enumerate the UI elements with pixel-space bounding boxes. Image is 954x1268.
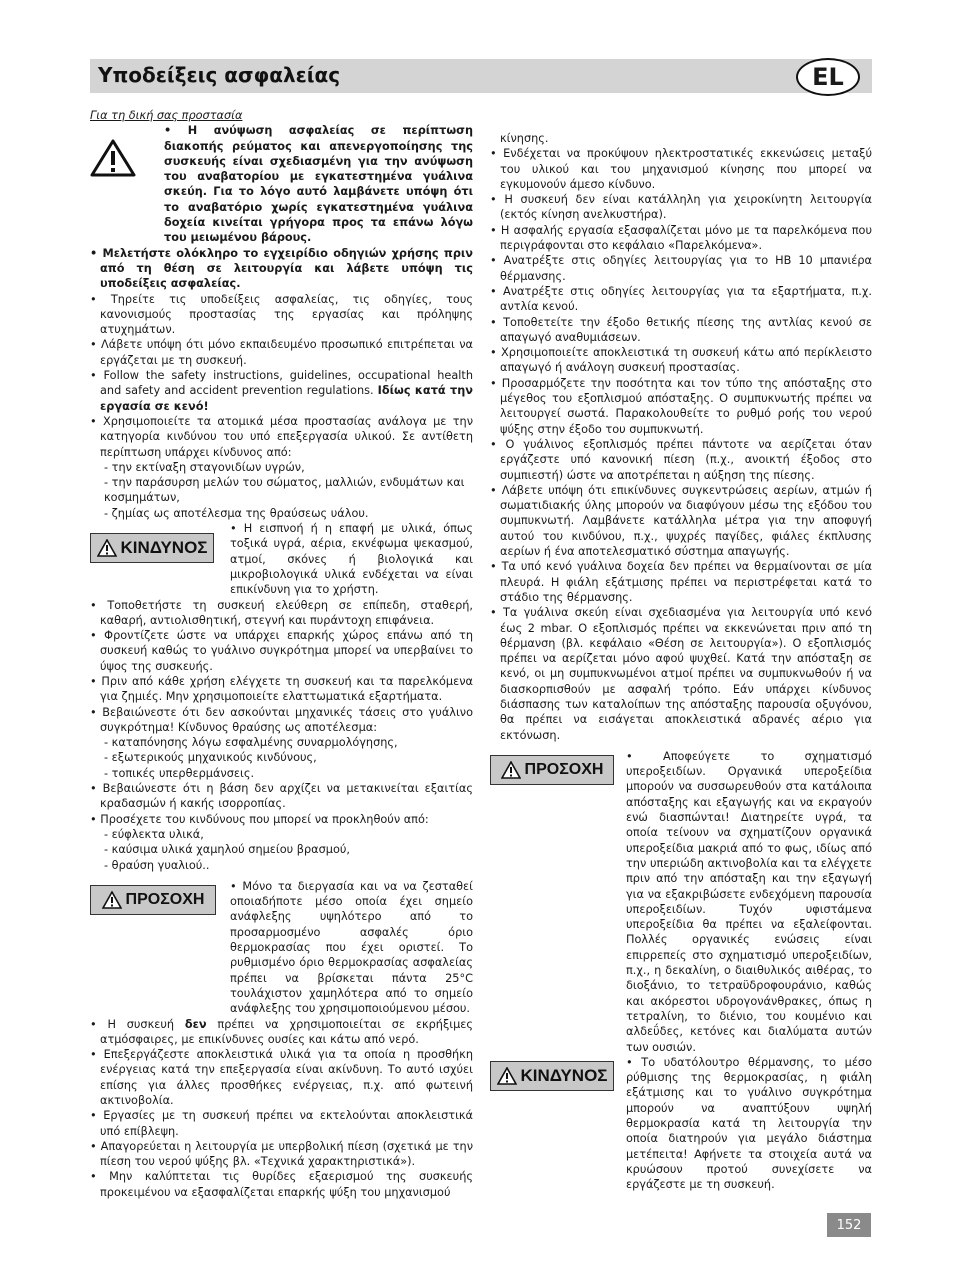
caution-label-text: ΠΡΟΣΟΧΗ	[125, 891, 205, 909]
danger-text: • Το υδατόλουτρο θέρμανσης, το μέσο ρύθμισης της θερμοκρασίας, η φιάλη εξάτμισης και το γυάλινο συγκρότημα μπορούν να αναπτύξουν υψηλή θερμοκρασία κατά τη λειτουργία την οποία διατηρούν για μεγάλο διάστημα μετέπειτα! Αφήνετε τα στοιχεία αυτά να κρυώσουν προτού συνεχίσετε να εργάζεστε με τη συσκευή.	[626, 1055, 872, 1192]
list-item: • Λάβετε υπόψη ότι μόνο εκπαιδευμένο προσωπικό επιτρέπεται να εργάζεται με τη συσκευή.	[90, 338, 473, 367]
read-manual-text: • Μελετήστε ολόκληρο το εγχειρίδιο οδηγιών χρήσης πριν από τη θέση σε λειτουργία και λάβετε υπόψη τις υποδείξεις ασφαλείας.	[90, 246, 473, 291]
sub-item: - καταπόνησης λόγω εσφαλμένης συναρμολόγησης,	[104, 736, 398, 750]
list-item: • Χρησιμοποιείτε αποκλειστικά τη συσκευή κάτω από περίκλειστο απαγωγό ή ανάλογη συσκευή προστασίας.	[490, 346, 872, 375]
list-item: • Η ασφαλής εργασία εξασφαλίζεται μόνο με τα παρελκόμενα που περιγράφονται στο κεφάλαιο «Παρελκόμενα».	[490, 223, 872, 253]
danger-label	[490, 1061, 614, 1091]
sub-item: - θραύση γυαλιού..	[104, 858, 210, 872]
warning-icon	[97, 539, 117, 557]
list-item	[90, 368, 473, 414]
caution-block	[490, 749, 872, 1055]
sub-item: - την εκτίναξη σταγονιδίων υγρών,	[104, 460, 305, 474]
list-item: • Τοποθετήστε τη συσκευή ελεύθερη σε επίπεδη, σταθερή, καθαρή, αντιολισθητική, στεγνή και πυράντοχη επιφάνεια.	[90, 598, 473, 627]
caution-label-text: ΠΡΟΣΟΧΗ	[524, 761, 604, 779]
list-item-emphasis: Ιδίως κατά την εργασία σε κενό!	[100, 384, 474, 413]
list-item: • Προσέχετε του κινδύνους που μπορεί να προκληθούν από:	[90, 812, 429, 826]
page-title: Υποδείξεις ασφαλείας	[98, 63, 341, 87]
list-item: • Ενδέχεται να προκύψουν ηλεκτροστατικές εκκενώσεις μεταξύ του υλικού και του μηχανισμού κίνησης που μπορεί να εγκυμονούν άμεσο κίνδυνο.	[490, 147, 872, 191]
list-item: • Λάβετε υπόψη ότι επικίνδυνες συγκεντρώσεις αερίων, ατμών ή σωματιδιακής ύλης μπορούν να διαφύγουν μέσω της εξόδου του συμπυκνωτή. Λαμβάνετε κατάλληλα μέτρα για την αποφυγή αυτού του κινδύνου, π.χ., ψυχρές παγίδες, φιάλες έκπλυσης αερίων ή ένα αποτελεσματικό σύστημα απαγωγής.	[490, 483, 872, 559]
danger-block	[490, 1055, 872, 1193]
list-item: • Πριν από κάθε χρήση ελέγχετε τη συσκευή και τα παρελκόμενα για ζημιές. Μην χρησιμοποιείτε ελαττωματικά εξαρτήματα.	[90, 674, 473, 704]
caution-label	[90, 885, 216, 915]
list-item: • Εργασίες με τη συσκευή πρέπει να εκτελούνται αποκλειστικά υπό επίβλεψη.	[90, 1109, 473, 1138]
sub-item: - εύφλεκτα υλικά,	[104, 827, 204, 841]
list-item: • Τοποθετείτε την έξοδο θετικής πίεσης της αντλίας κενού σε απαγωγό αναθυμιάσεων.	[490, 315, 872, 344]
lift-safety-text: • Η ανύψωση ασφαλείας σε περίπτωση διακοπής ρεύματος και απενεργοποίησης της συσκευής είναι σχεδιασμένη για την ανύψωση του αναβατορίου με εγκατεστημένα γυάλινα σκεύη. Για το λόγο αυτό λαμβάνετε υπόψη ότι το αναβατόριο χωρίς εγκατεστημένα γυάλινα δοχεία κινείται γρήγορα προς τα επάνω λόγω του μειωμένου βάρους.	[164, 124, 473, 245]
list-item: • Ανατρέξτε στις οδηγίες λειτουργίας για το HB 10 μπανιέρα θέρμανσης.	[490, 254, 872, 283]
list-item: • Μην καλύπτεται τις θυρίδες εξαερισμού της συσκευής προκειμένου να εξασφαλίζεται επαρκής ψύξη του μηχανισμού	[90, 1170, 473, 1199]
sub-item: - την παράσυρση μελών του σώματος, μαλλιών, ενδυμάτων και κοσμημάτων,	[104, 476, 465, 505]
list-item-emphasis: δεν	[184, 1017, 207, 1031]
list-item: • Τα υπό κενό γυάλινα δοχεία δεν πρέπει να θερμαίνονται σε μία πλευρά. Η φιάλη εξάτμισης πρέπει να περιστρέφεται κατά το στάδιο της θέρμανσης.	[490, 560, 872, 604]
continued-text: κίνησης.	[500, 132, 549, 145]
danger-label	[90, 533, 214, 563]
page-number: 152	[827, 1213, 871, 1237]
left-column	[90, 108, 473, 1200]
list-item: • Η συσκευή δεν είναι κατάλληλη για χειροκίνητη λειτουργία (εκτός κίνηση ανελκυστήρα).	[490, 193, 872, 222]
warning-triangle-icon	[90, 123, 156, 181]
danger-label-text: ΚΙΝΔΥΝΟΣ	[520, 1066, 608, 1086]
list-item	[90, 1017, 473, 1048]
list-item: • Βεβαιώνεστε ότι η βάση δεν αρχίζει να μετακινείται εξαιτίας κραδασμών ή κακής ισορροπίας.	[90, 782, 473, 811]
list-item: • Βεβαιώνεστε ότι δεν ασκούνται μηχανικές τάσεις στο γυάλινο συγκρότημα! Κίνδυνος θραύσης ως αποτέλεσμα:	[90, 705, 473, 734]
caution-text: • Αποφεύγετε το σχηματισμό υπεροξειδίων. Οργανικά υπεροξείδια μπορούν να συσσωρευθούν στα κατάλοιπα απόσταξης και εξαγωγής και να εκραγούν ενώ διασπώνται! Διατηρείτε υγρά, τα οποία τείνουν να σχηματίζουν οργανικά υπεροξείδια μακριά από το φως, ιδίως από την υπεριώδη ακτινοβολία και τα ελέγχετε πριν από την απόσταξη και την εξαγωγή για να εξακριβώσετε ενδεχόμενη παρουσία υπεροξειδίων. Τυχόν υφιστάμενα υπεροξείδια θα πρέπει να εξαλείφονται. Πολλές οργανικές ενώσεις είναι επιρρεπείς στο σχηματισμό υπεροξειδίων, π.χ., η δεκαλίνη, ο διαιθυλικός αιθέρας, το διοξάνιο, το τετραϋδροφουράνιο, καθώς και ακόρεστοι υδρογονάνθρακες, όπως η τετραλίνη, το διένιο, του κουμένιο και αλδεΰδες, κετόνες και διαλύματα αυτών των ουσιών.	[626, 749, 872, 1054]
list-item: • Ο γυάλινος εξοπλισμός πρέπει πάντοτε να αερίζεται όταν εργάζεστε υπό κανονική πίεση (π.χ., ανοικτή έξοδος στο συμπιεστή) ώστε να αποτρέπεται η αύξηση της πίεσης.	[490, 437, 872, 482]
sub-item: - τοπικές υπερθερμάνσεις.	[104, 766, 255, 780]
header-bar	[90, 59, 872, 93]
warning-block	[90, 123, 473, 245]
caution-text: • Μόνο τα διεργασία και να να ζεσταθεί οποιαδήποτε μέσο οποία έχει σημείο ανάφλεξης υψηλότερο από το προσαρμοσμένο ασφαλές όριο θερμοκρασίας που έχει οριστεί. Το ρυθμισμένο όριο θερμοκρασίας ασφαλείας πρέπει να βρίσκεται πάντα 25°C τουλάχιστον χαμηλότερα από το σημείο ανάφλεξης του χρησιμοποιούμενου μέσου.	[230, 879, 473, 1016]
caution-label	[490, 755, 614, 785]
danger-text: • Η εισπνοή ή η επαφή με υλικά, όπως τοξικά υγρά, αέρια, εκνέφωμα ψεκασμού, ατμοί, σκόνες ή βιολογικά και μικροβιολογικά υλικά ενδέχεται να είναι επικίνδυνη για το χρήστη.	[230, 522, 473, 597]
right-column	[490, 131, 872, 1192]
list-item: • Ανατρέξτε στις οδηγίες λειτουργίας για τα εξαρτήματα, π.χ. αντλία κενού.	[490, 284, 872, 314]
danger-label-text: ΚΙΝΔΥΝΟΣ	[120, 538, 208, 558]
list-item: • Τα γυάλινα σκεύη είναι σχεδιασμένα για λειτουργία υπό κενό έως 2 mbar. Ο εξοπλισμός πρέπει να εκκενώνεται πριν από τη θέρμανση (βλ. κεφάλαιο «Θέση σε λειτουργία»). Ο εξοπλισμός πρέπει να αερίζεται μόνο αφού ψυχθεί. Κατά την απόσταξη σε κενό, οι μη συμπυκνωμένοι ατμοί πρέπει να συμπυκνωθούν ή να διασκορπισθούν με ασφαλή τρόπο. Εάν υπάρχει κίνδυνος διάσπασης των καταλοίπων της απόσταξης παρουσία οξυγόνου, θα πρέπει να εισάγεται αποκλειστικά αδρανές αέριο για εκτόνωση.	[490, 606, 872, 742]
sub-item: - ζημίας ως αποτέλεσμα της θραύσεως υάλου.	[104, 506, 369, 520]
list-item: • Επεξεργάζεστε αποκλειστικά υλικά για τα οποία η προσθήκη ενέργειας κατά την επεξεργασία είναι ακίνδυνη. Το αυτό ισχύει επίσης για άλλες προσθήκες ενέργειας, π.χ. από φωτεινή ακτινοβολία.	[90, 1048, 473, 1107]
list-item-text: • Follow the safety instructions, guidelines, occupational health and safety and accident prevention regulations.	[90, 369, 473, 398]
language-badge: EL	[796, 58, 860, 96]
list-item: • Χρησιμοποιείτε τα ατομικά μέσα προστασίας ανάλογα με την κατηγορία κινδύνου του υπό επεξεργασία υλικού. Σε αντίθετη περίπτωση υπάρχει κίνδυνος από:	[90, 414, 473, 459]
section-title: Για τη δική σας προστασία	[90, 109, 243, 122]
sub-item: - καύσιμα υλικά χαμηλού σημείου βρασμού,	[104, 843, 350, 857]
warning-icon	[102, 891, 122, 909]
list-item: • Απαγορεύεται η λειτουργία με υπερβολική πίεση (σχετικά με την πίεση του νερού ψύξης βλ. «Τεχνικά χαρακτηριστικά»).	[90, 1139, 473, 1169]
list-item: • Προσαρμόζετε την ποσότητα και τον τύπο της απόσταξης στο μέγεθος του εξοπλισμού απόσταξης. Ο συμπυκνωτής πρέπει να λειτουργεί σωστά. Παρακολουθείτε το ρυθμό ροής του νερού ψύξης στην έξοδο του συμπυκνωτή.	[490, 376, 872, 436]
list-item: • Τηρείτε τις υποδείξεις ασφαλείας, τις οδηγίες, τους κανονισμούς προστασίας της εργασίας και πρόληψης ατυχημάτων.	[90, 292, 473, 337]
warning-icon	[501, 761, 521, 779]
list-item: • Φροντίζετε ώστε να υπάρχει επαρκής χώρος επάνω από τη συσκευή καθώς το γυάλινο συγκρότημα μπορεί να υπερβαίνει το ύψος της συσκευής.	[90, 629, 473, 673]
list-item-text: πρέπει να χρησιμοποιείται σε εκρήξιμες ατμόσφαιρες, με επικίνδυνες ουσίες και κάτω από νερό.	[100, 1017, 474, 1046]
list-item-text: • Η συσκευή	[90, 1017, 185, 1031]
caution-block	[90, 879, 473, 1017]
sub-item: - εξωτερικούς μηχανικούς κινδύνους,	[104, 751, 317, 765]
warning-icon	[497, 1067, 517, 1085]
danger-block	[90, 521, 473, 597]
